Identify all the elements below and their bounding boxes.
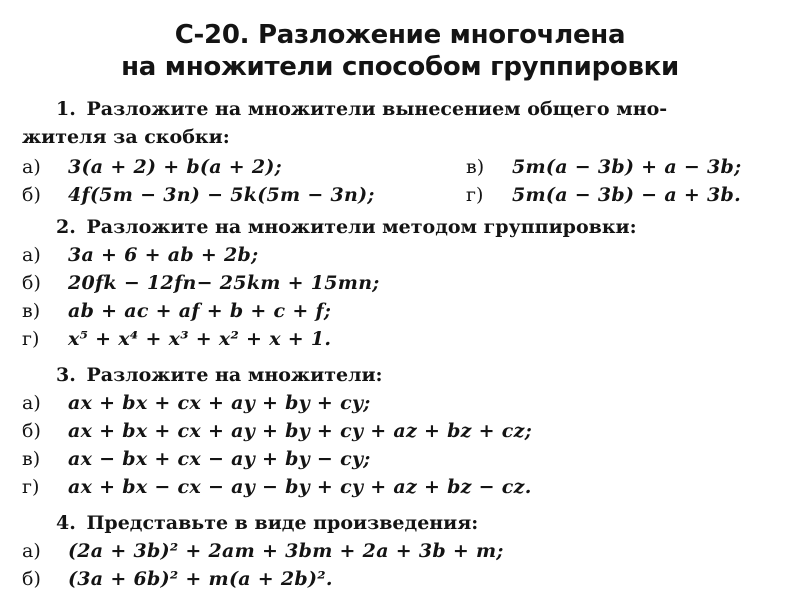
task-3-item-b — [22, 418, 532, 444]
task-2-item-b — [22, 270, 380, 296]
item-label: г) — [22, 328, 40, 350]
item-expression: 4f(5m − 3n) − 5k(5m − 3n); — [68, 184, 375, 206]
item-expression: ab + ac + af + b + c + f; — [68, 300, 332, 322]
item-expression: 20fk − 12fn− 25km + 15mn; — [68, 272, 380, 294]
item-label: б) — [22, 420, 41, 442]
task-2-item-a — [22, 242, 258, 268]
item-label: а) — [22, 392, 41, 414]
item-expression: ax + bx − cx − ay − by + cy + az + bz − cz. — [68, 476, 532, 498]
task-3-item-g — [22, 474, 532, 500]
task-3-number: 3. — [56, 364, 76, 386]
task-4-heading — [56, 510, 776, 536]
task-3-heading — [56, 362, 776, 388]
item-label: б) — [22, 272, 41, 294]
task-2-heading — [56, 214, 776, 240]
task-4-number: 4. — [56, 512, 76, 534]
task-1-item-b — [22, 182, 375, 208]
item-expression: x⁵ + x⁴ + x³ + x² + x + 1. — [68, 328, 332, 350]
task-2-text: Разложите на множители методом группировки: — [86, 216, 637, 238]
item-expression: 3a + 6 + ab + 2b; — [68, 244, 259, 266]
item-expression: 5m(a − 3b) + a − 3b; — [512, 156, 742, 178]
task-4-item-b — [22, 566, 333, 592]
item-label: г) — [466, 184, 484, 206]
item-label: а) — [22, 156, 41, 178]
worksheet-title-line-1: С-20. Разложение многочлена — [174, 20, 626, 50]
task-1-heading-continuation — [22, 124, 230, 150]
task-2-item-v — [22, 298, 331, 324]
task-1-item-v — [466, 154, 741, 180]
item-label: а) — [22, 244, 41, 266]
item-label: в) — [22, 300, 41, 322]
item-expression: ax + bx + cx + ay + by + cy + az + bz + cz; — [68, 420, 533, 442]
item-label: б) — [22, 568, 41, 590]
task-4-item-a — [22, 538, 504, 564]
task-3-item-a — [22, 390, 371, 416]
task-2-number: 2. — [56, 216, 76, 238]
item-label: в) — [466, 156, 485, 178]
task-3-text: Разложите на множители: — [86, 364, 383, 386]
item-expression: ax − bx + cx − ay + by − cy; — [68, 448, 371, 470]
task-1-item-g — [466, 182, 741, 208]
item-label: г) — [22, 476, 40, 498]
item-expression: 3(a + 2) + b(a + 2); — [68, 156, 282, 178]
task-1-number: 1. — [56, 98, 76, 120]
worksheet-title-line-2: на множители способом группировки — [121, 52, 679, 82]
task-3-item-v — [22, 446, 371, 472]
task-1-item-a — [22, 154, 282, 180]
task-4-text: Представьте в виде произведения: — [86, 512, 479, 534]
task-2-item-g — [22, 326, 331, 352]
item-label: а) — [22, 540, 41, 562]
item-expression: 5m(a − 3b) − a + 3b. — [512, 184, 741, 206]
item-expression: (3a + 6b)² + m(a + 2b)². — [68, 568, 333, 590]
task-1-text-line-2: жителя за скобки: — [22, 126, 230, 148]
task-1-text-line-1: Разложите на множители вынесением общего мно- — [86, 98, 668, 120]
item-label: в) — [22, 448, 41, 470]
item-label: б) — [22, 184, 41, 206]
item-expression: (2a + 3b)² + 2am + 3bm + 2a + 3b + m; — [68, 540, 504, 562]
task-1-heading — [56, 96, 776, 122]
item-expression: ax + bx + cx + ay + by + cy; — [68, 392, 371, 414]
